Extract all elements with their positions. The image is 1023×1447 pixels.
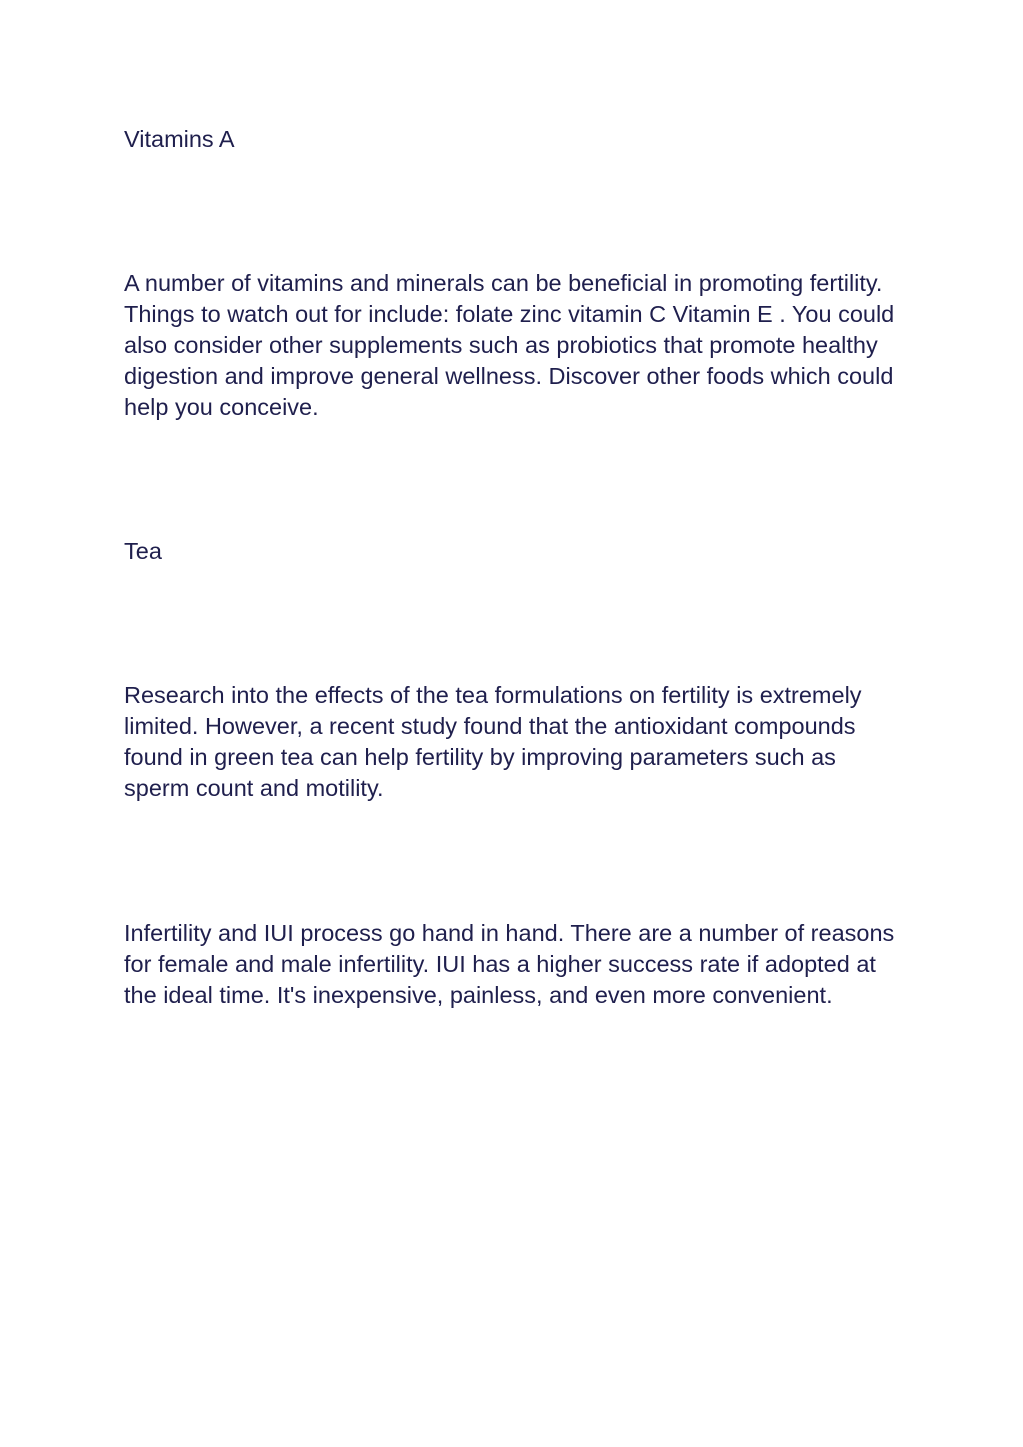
paragraph-vitamins: A number of vitamins and minerals can be beneficial in promoting fertility. Things to watch out for include: folate zinc vitamin C Vitamin E . You could also consider other supplements such as probiotics that promote healthy digestion and improve general wellness. Discover other foods which could help you conceive. [124, 270, 895, 420]
section-heading-vitamins: Vitamins A [124, 126, 235, 152]
paragraph-iui: Infertility and IUI process go hand in hand. There are a number of reasons for female and male infertility. IUI has a higher success rate if adopted at the ideal time. It's inexpensive, painless, and even more convenient. [124, 920, 895, 1008]
section-heading-tea: Tea [124, 538, 162, 564]
paragraph-tea: Research into the effects of the tea formulations on fertility is extremely limited. However, a recent study found that the antioxidant compounds found in green tea can help fertility by improving parameters such as sperm count and motility. [124, 682, 862, 801]
